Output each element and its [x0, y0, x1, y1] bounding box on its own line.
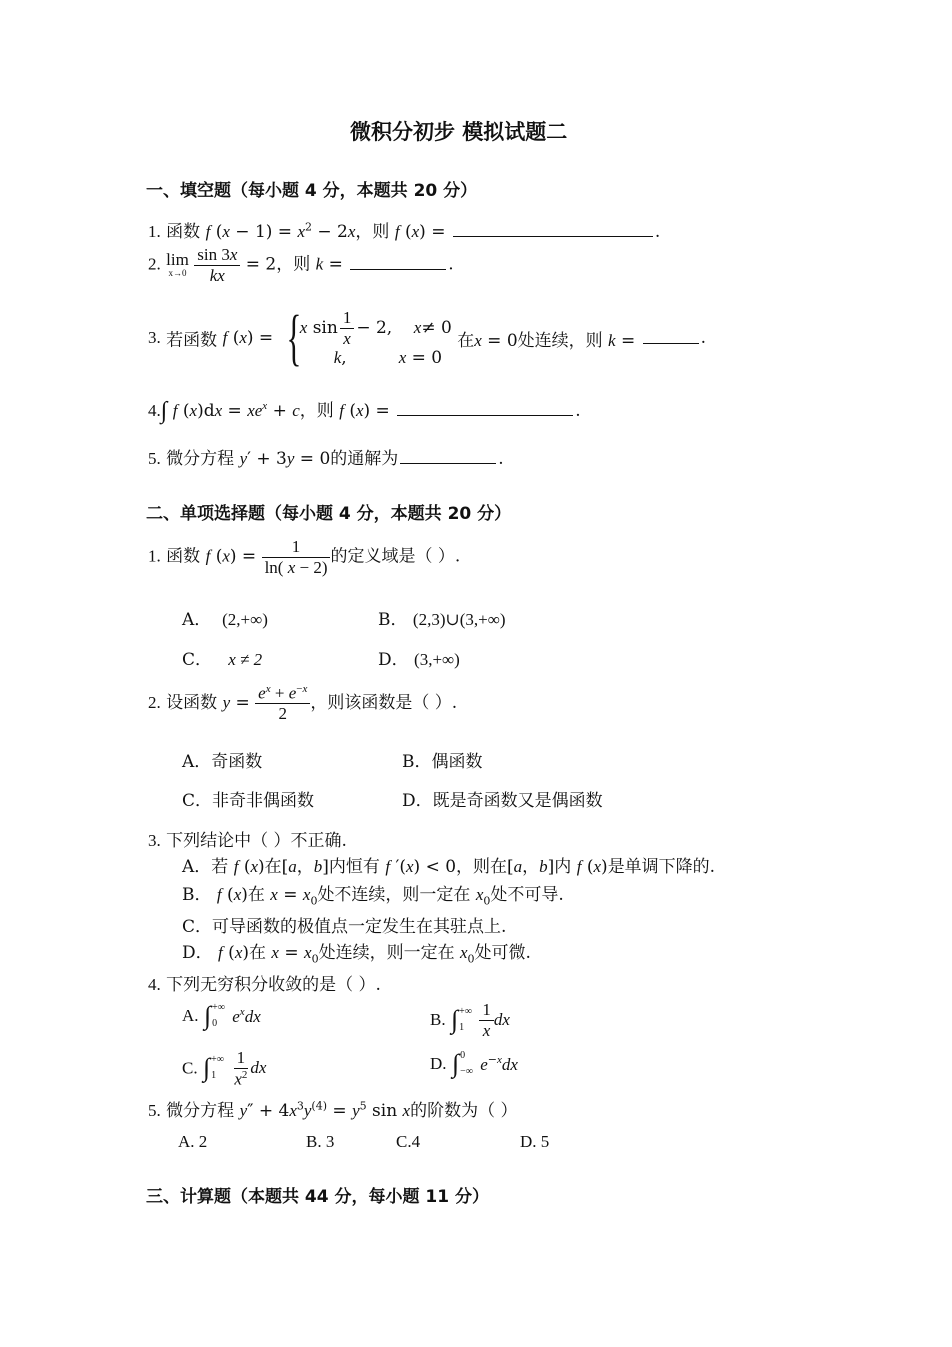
- choice-4-option-c[interactable]: C. ∫ +∞ 1 $\frac{1}{x^2}$ dx: [182, 1048, 267, 1089]
- choice-5-option-d[interactable]: D. 5: [520, 1132, 550, 1151]
- choice-2-option-b[interactable]: B．偶函数: [402, 752, 483, 772]
- page-title: 微积分初步 模拟试题二: [350, 120, 568, 144]
- answer-blank[interactable]: [453, 235, 653, 237]
- choice-4-option-a[interactable]: A. ∫ +∞ 0 $e^xdx$: [182, 1001, 261, 1030]
- answer-blank[interactable]: [350, 268, 446, 270]
- choice-question-5: 5. 微分方程 $y'' + 4x^3y^{(4)} = y^5$ sin x的阶数为（ ）: [148, 1099, 518, 1121]
- choice-1-option-b[interactable]: B． (2,3)∪(3,+∞): [378, 610, 506, 630]
- choice-4-option-d[interactable]: D. ∫ 0 −∞ $e^{-x}dx$: [430, 1049, 518, 1078]
- answer-blank[interactable]: [397, 414, 573, 416]
- fill-question-4: 4.∫ f $(x)dx = xe^x + c$，则 f (x) = .: [148, 398, 581, 424]
- answer-blank[interactable]: [400, 462, 496, 464]
- answer-blank[interactable]: [643, 342, 699, 344]
- fill-question-3: 3. 若函数 f (x) = { x sin $\frac{1}{x}$ − 2, x ≠ 0 k, x = 0 在x = 0处连续，则 k = .: [148, 304, 707, 372]
- choice-5-option-b[interactable]: B. 3: [306, 1132, 335, 1151]
- choice-2-option-c[interactable]: C．非奇非偶函数: [182, 791, 315, 811]
- choice-question-1: 1. 函数 f (x) = $\frac{1}{\ln( x - 2)}$ 的定义域是（ ）.: [148, 537, 461, 577]
- choice-3-option-c[interactable]: C．可导函数的极值点一定发生在其驻点上.: [182, 917, 507, 937]
- choice-3-option-a[interactable]: A．若 f (x)在[a，b]内恒有 f ′(x) < 0，则在[a，b]内 f (x)是单调下降的.: [182, 857, 716, 877]
- section-fill-in: 一、填空题（每小题 4 分，本题共 20 分）: [146, 181, 478, 201]
- choice-2-option-d[interactable]: D．既是奇函数又是偶函数: [402, 791, 603, 811]
- choice-1-option-d[interactable]: D． (3,+∞): [378, 650, 460, 670]
- choice-question-2: 2. 设函数 y = $\frac{e^x + e^{-x}}{2}$ ，则该函数是（ ）.: [148, 683, 458, 724]
- choice-question-3: 3. 下列结论中（ ）不正确.: [148, 831, 347, 851]
- choice-3-option-b[interactable]: B． f (x)在 $x = x_0$处不连续，则一定在 $x_0$处不可导.: [182, 885, 564, 908]
- fill-question-5: 5. 微分方程 y′ + 3y = 0的通解为 .: [148, 449, 504, 469]
- section-calculation: 三、计算题（本题共 44 分，每小题 11 分）: [146, 1187, 489, 1207]
- section-single-choice: 二、单项选择题（每小题 4 分，本题共 20 分）: [146, 504, 512, 524]
- choice-5-option-c[interactable]: C.4: [396, 1132, 421, 1151]
- choice-3-option-d[interactable]: D． f (x)在 $x = x_0$处连续，则一定在 $x_0$处可微.: [182, 943, 531, 966]
- choice-1-option-c[interactable]: C． x ≠ 2: [182, 650, 263, 670]
- choice-1-option-a[interactable]: A． (2,+∞): [182, 610, 268, 630]
- fill-question-1: 1. 函数 f $(x - 1) = x^2 - 2x$，则 f (x) = .: [148, 220, 661, 242]
- choice-4-option-b[interactable]: B. ∫ +∞ 1 $\frac{1}{x}$ dx: [430, 1000, 510, 1040]
- fill-question-2: 2. lim x→0 $\frac{\sin 3x}{kx}$ = 2，则 k = .: [148, 245, 454, 285]
- choice-5-option-a[interactable]: A. 2: [178, 1132, 208, 1151]
- choice-2-option-a[interactable]: A．奇函数: [182, 752, 263, 772]
- choice-question-4: 4. 下列无穷积分收敛的是（ ）.: [148, 975, 381, 995]
